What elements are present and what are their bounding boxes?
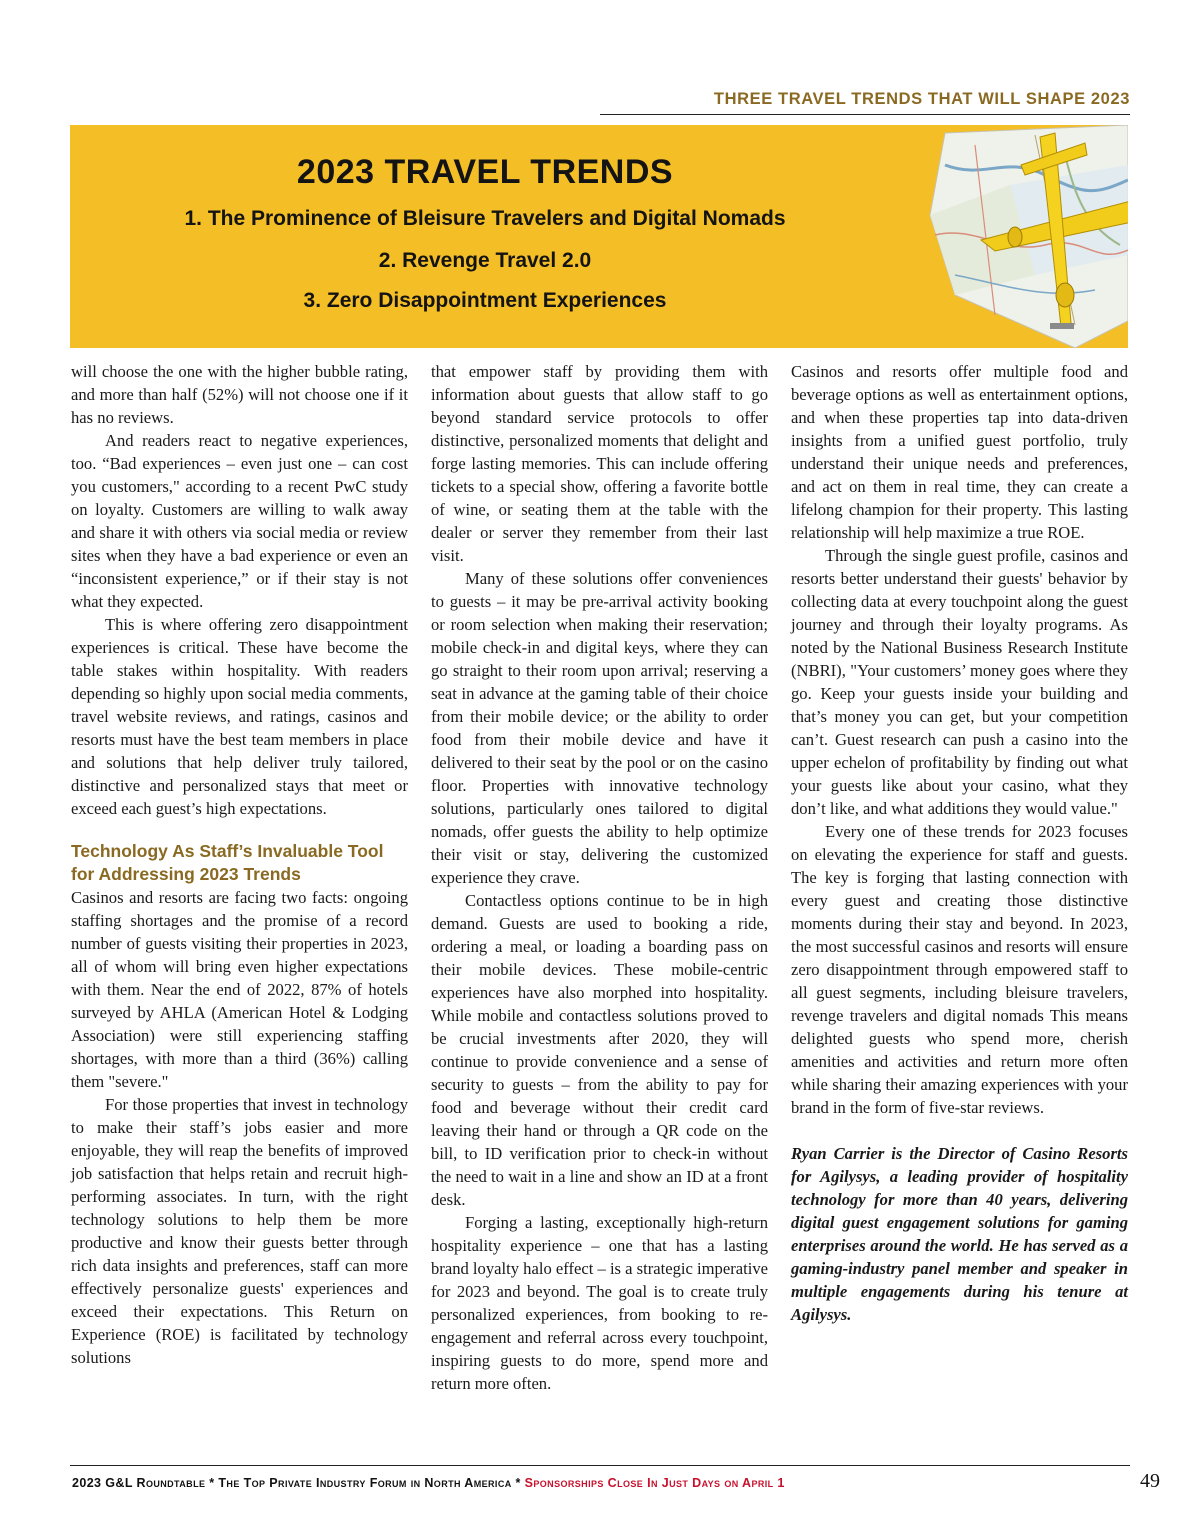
banner-item-2: 2. Revenge Travel 2.0 <box>378 249 592 272</box>
footer <box>72 1476 785 1490</box>
banner-title: 2023 TRAVEL TRENDS <box>296 153 674 191</box>
bottom-rule <box>70 1465 1130 1466</box>
paragraph: will choose the one with the higher bubble rating, and more than half (52%) will not choose one if it has no reviews. <box>71 362 408 427</box>
article-column-2 <box>431 360 768 1395</box>
paragraph: Forging a lasting, exceptionally high-return hospitality experience – one that has a lasting brand loyalty halo effect – is a strategic imperative for 2023 and beyond. The goal is to create truly personalized experiences, from booking to re-engagement and referral across every touchpoint, inspiring guests to do more, spend more and return more often. <box>431 1213 768 1393</box>
section-heading: THREE TRAVEL TRENDS THAT WILL SHAPE 2023 <box>713 90 1130 108</box>
footer-text: 2023 G&L Roundtable * The Top Private Industry Forum in North America * <box>72 1476 525 1490</box>
paragraph: Casinos and resorts offer multiple food and beverage options as well as entertainment options, and when these properties tap into data-driven insights from a unified guest portfolio, truly understand their unique needs and preferences, and act on them in real time, they can create a lifelong champion for their property. This lasting relationship will help maximize a true ROE. <box>791 362 1128 542</box>
paragraph: Contactless options continue to be in high demand. Guests are used to booking a ride, ordering a meal, or loading a boarding pass on their mobile devices. These mobile-centric experiences have also morphed into hospitality. While mobile and contactless solutions proved to be crucial investments after 2020, they will continue to provide convenience and a sense of security to guests – from the ability to pay for food and beverage without their credit card leaving their hand or through a QR code on the bill, to ID verification prior to check-in without the need to wait in a line and show an ID at a front desk. <box>431 891 768 1209</box>
page-number: 49 <box>1140 1470 1160 1492</box>
banner <box>70 125 1128 348</box>
subheading: Technology As Staff’s Invaluable Tool for Addressing 2023 Trends <box>71 841 384 884</box>
banner-text <box>70 125 900 348</box>
paragraph: Every one of these trends for 2023 focuses on elevating the experience for staff and guests. The key is forging that lasting connection with every guest and creating those distinctive moments during their stay and beyond. In 2023, the most successful casinos and resorts will ensure zero disappointment through empowered staff to all guest segments, including bleisure travelers, revenge travelers and digital nomads This means delighted guests who spend more, cherish amenities and activities and return more often while sharing their amazing experiences with your brand in the form of five-star reviews. <box>791 822 1128 1117</box>
paragraph: Casinos and resorts are facing two facts: ongoing staffing shortages and the promise of a record number of guests visiting their properties in 2023, all of whom will bring even higher expectations with them. Near the end of 2022, 87% of hotels surveyed by AHLA (American Hotel & Lodging Association) were still experiencing staffing shortages, with more than a third (36%) calling them "severe." <box>71 888 408 1091</box>
banner-item-3: 3. Zero Disappointment Experiences <box>303 289 667 312</box>
paragraph: And readers react to negative experiences, too. “Bad experiences – even just one – can cost you customers," according to a recent PwC study on loyalty. Customers are willing to walk away and share it with others via social media or review sites when they have a bad experience or even an “inconsistent experience,” or if their stay is not what they expected. <box>71 431 408 611</box>
article-column-3 <box>791 360 1128 1326</box>
paragraph: For those properties that invest in technology to make their staff’s jobs easier and more enjoyable, they will reap the benefits of improved job satisfaction that helps retain and recruit high-performing associates. In turn, with the right technology solutions to help them be more productive and know their guests better through rich data insights and preferences, staff can more effectively personalize guests' experiences and exceed their expectations. This Return on Experience (ROE) is facilitated by technology solutions <box>71 1095 408 1367</box>
top-rule <box>600 114 1130 115</box>
paragraph: Many of these solutions offer conveniences to guests – it may be pre-arrival activity booking or room selection when making their reservation; mobile check-in and digital keys, where they can go straight to their room upon arrival; reserving a seat in advance at the gaming table of their choice from their mobile device; or the ability to order food from their mobile device and have it delivered to their seat by the pool or on the casino floor. Properties with innovative technology solutions, particularly ones tailored to digital nomads, offer guests the ability to help optimize their visit or stay, delivering the customized experience they crave. <box>431 569 768 887</box>
paragraph: This is where offering zero disappointment experiences is critical. These have become the table stakes within hospitality. With readers depending so highly upon social media comments, travel website reviews, and ratings, casinos and resorts must have the best team members in place and solutions that help deliver truly tailored, distinctive and personalized stays that meet or exceed each guest’s high expectations. <box>71 615 408 818</box>
paragraph: Through the single guest profile, casinos and resorts better understand their guests' behavior by collecting data at every touchpoint along the guest journey and through their loyalty programs. As noted by the National Business Research Institute (NBRI), "Your customers’ money goes where they go. Keep your guests inside your building and that’s money you can get, but your competition can’t. Guest research can push a casino into the upper echelon of profitability by finding out what your guests like about your casino, what they don’t like, and what additions they would value." <box>791 546 1128 818</box>
article-column-1 <box>71 360 408 1369</box>
footer-highlight: Sponsorships Close In Just Days on April 1 <box>524 1476 785 1490</box>
banner-item-1: 1. The Prominence of Bleisure Travelers and Digital Nomads <box>184 207 786 230</box>
author-bio: Ryan Carrier is the Director of Casino Resorts for Agilysys, a leading provider of hospitality technology for more than 40 years, delivering digital guest engagement solutions for gaming enterprises around the world. He has served as a gaming-industry panel member and speaker in multiple engagements during his tenure at Agilysys. <box>791 1144 1128 1324</box>
paragraph: that empower staff by providing them with information about guests that allow staff to go beyond standard service protocols to offer distinctive, personalized moments that delight and forge lasting memories. This can include offering tickets to a special show, offering a favorite bottle of wine, or seating them at the table with the dealer or server they remember from their last visit. <box>431 362 768 565</box>
airplane-on-map-icon <box>835 125 1128 348</box>
